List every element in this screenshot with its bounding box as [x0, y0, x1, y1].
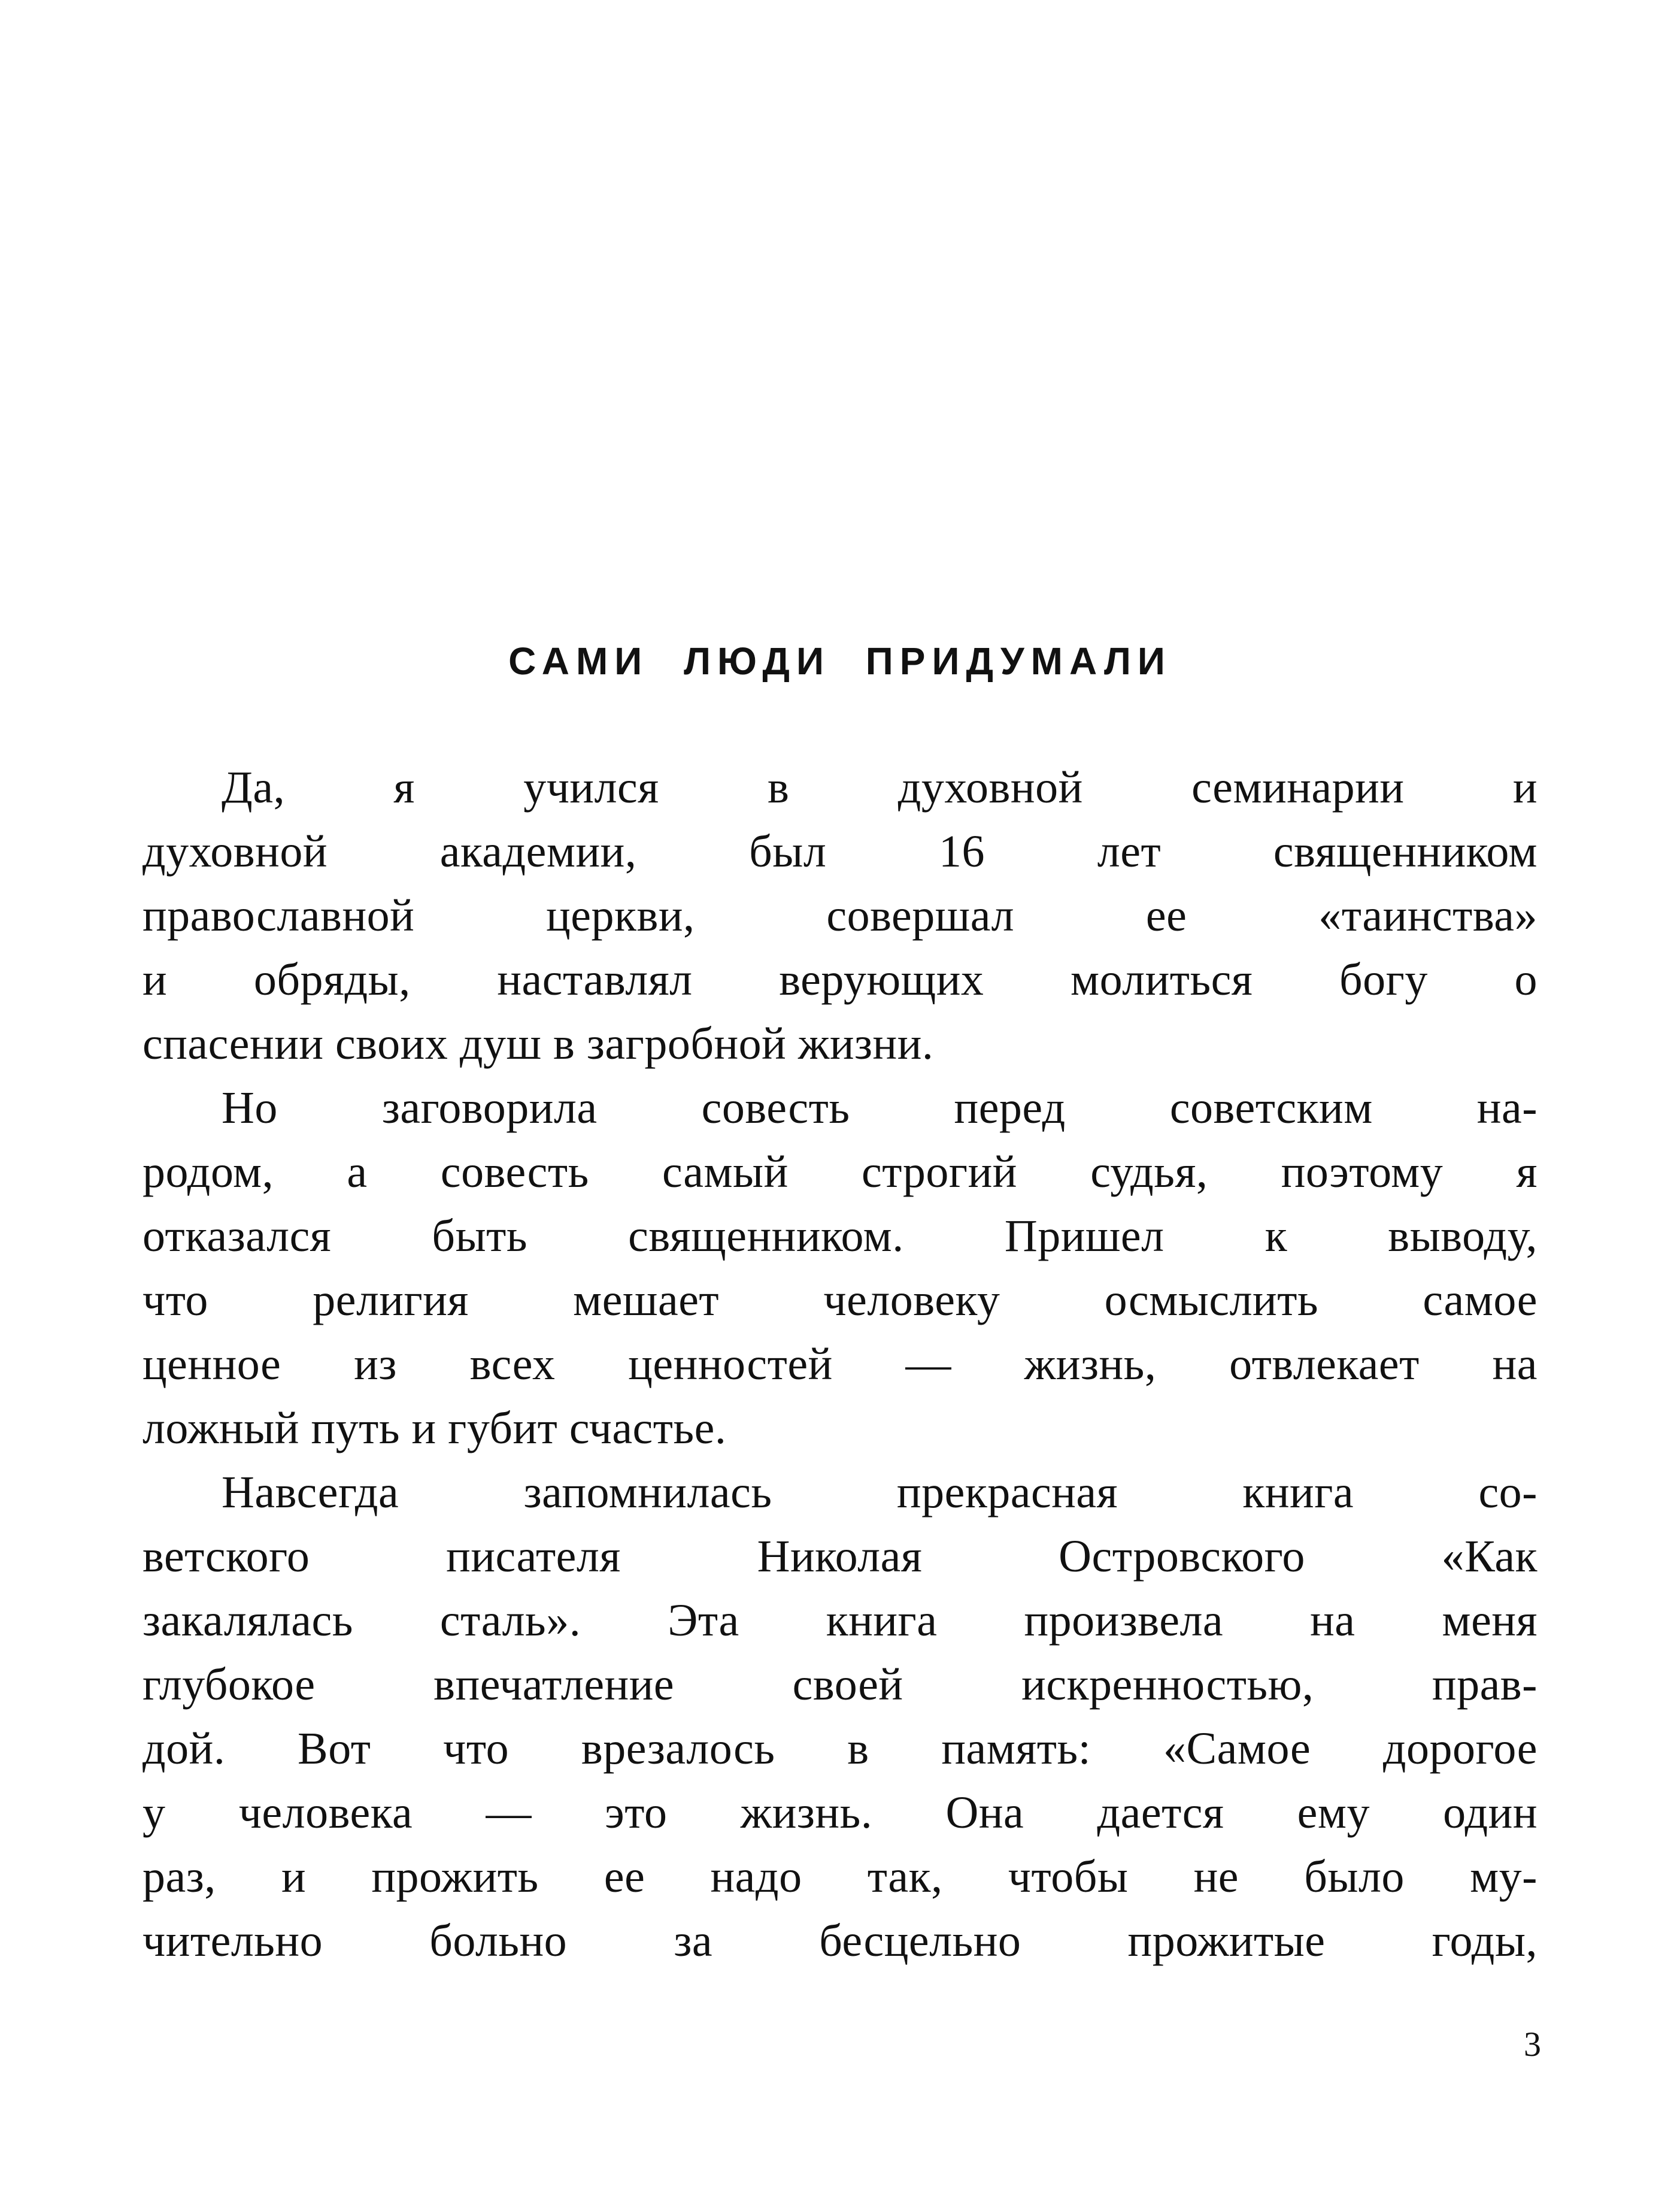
text-line: отказался быть священником. Пришел к выводу, — [142, 1211, 1538, 1261]
text-line: духовной академии, был 16 лет священником — [142, 826, 1538, 877]
text-line: чительно больно за бесцельно прожитые годы, — [142, 1916, 1538, 1966]
text-line: у человека — это жизнь. Она дается ему один — [142, 1788, 1538, 1838]
page-number: 3 — [1524, 2025, 1541, 2064]
text-line: раз, и прожить ее надо так, чтобы не было му- — [142, 1852, 1538, 1902]
text-line: глубокое впечатление своей искренностью, прав- — [142, 1659, 1538, 1710]
text-line: Но заговорила совесть перед советским на- — [222, 1083, 1538, 1133]
text-line: ценное из всех ценностей — жизнь, отвлекает на — [142, 1339, 1538, 1389]
text-line: закалялась сталь». Эта книга произвела на меня — [142, 1595, 1538, 1646]
page-title: САМИ ЛЮДИ ПРИДУМАЛИ — [508, 640, 1172, 683]
text-line: ложный путь и губит счастье. — [142, 1403, 727, 1453]
body-text — [142, 756, 1538, 1973]
text-line: родом, а совесть самый строгий судья, поэтому я — [142, 1147, 1538, 1197]
text-line: Навсегда запомнилась прекрасная книга со- — [222, 1467, 1538, 1517]
text-line: что религия мешает человеку осмыслить самое — [142, 1275, 1538, 1325]
text-line: ветского писателя Николая Островского «Как — [142, 1531, 1538, 1582]
text-line: православной церкви, совершал ее «таинства» — [142, 890, 1538, 941]
text-line: спасении своих душ в загробной жизни. — [142, 1019, 934, 1069]
text-line: дой. Вот что врезалось в память: «Самое дорогое — [142, 1723, 1538, 1774]
text-line: Да, я учился в духовной семинарии и — [222, 762, 1538, 813]
text-line: и обряды, наставлял верующих молиться богу о — [142, 955, 1538, 1005]
